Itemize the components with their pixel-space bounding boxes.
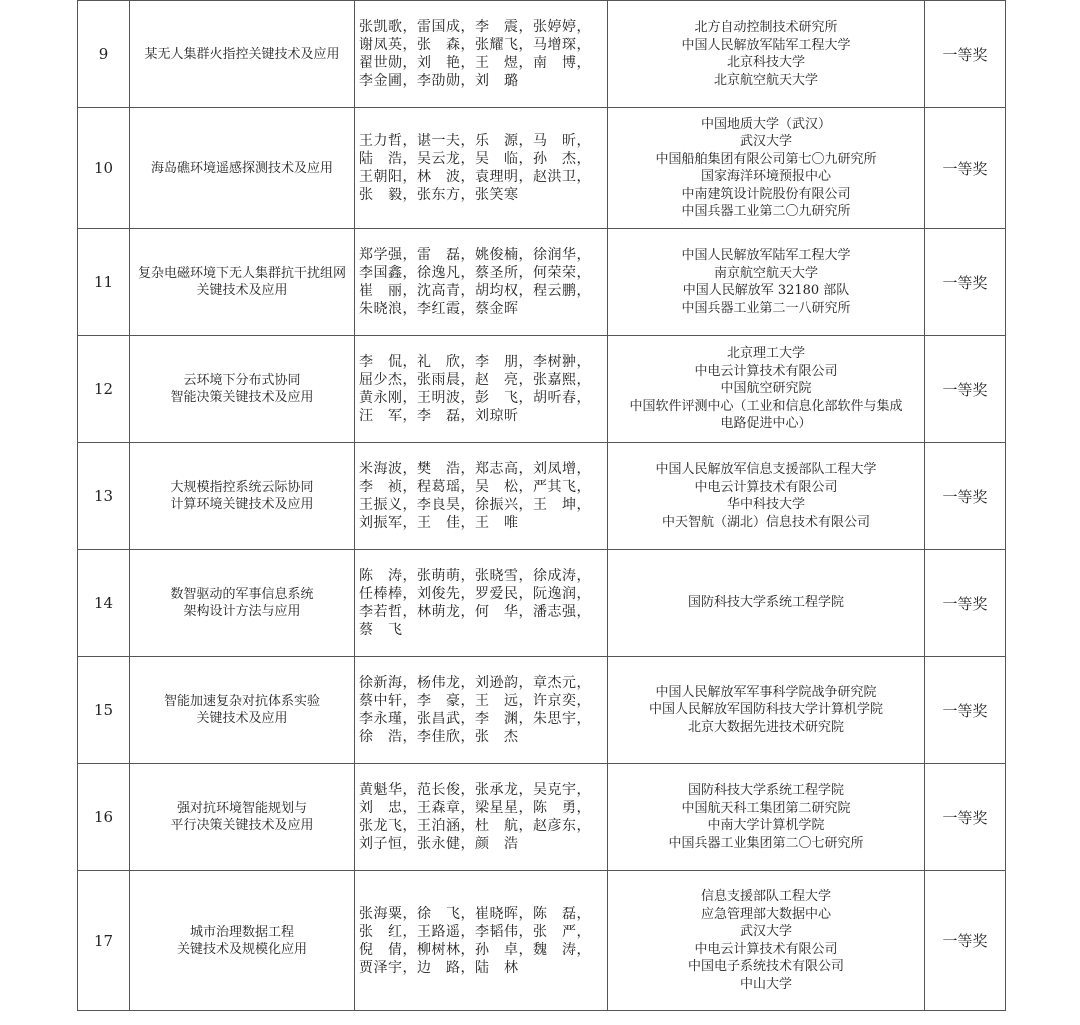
row-number: 12	[78, 336, 130, 443]
project-name-line: 强对抗环境智能规划与	[176, 801, 307, 816]
contributors-line: 张 毅，张东方，张笑寒	[359, 187, 519, 203]
contributors-line: 任棒棒，刘俊先，罗爱民，阮逸润，	[359, 586, 591, 602]
contributors-line: 倪 倩，柳树林，孙 卓，魏 涛，	[359, 941, 591, 958]
organization-line: 中国航空研究院	[720, 381, 812, 397]
contributors-line: 陆 浩，吴云龙，吴 临，孙 杰，	[359, 151, 591, 167]
contributors-line: 贾泽宇，边 路，陆 林	[359, 959, 519, 976]
contributors	[355, 1, 608, 108]
contributors	[355, 657, 608, 764]
organizations	[608, 336, 925, 443]
organization-line: 武汉大学	[739, 924, 792, 939]
contributors	[355, 336, 608, 443]
contributors-line: 李永瑾，张昌武，李 渊，朱思宇，	[359, 711, 591, 727]
table-row	[78, 1, 1006, 108]
row-number: 11	[78, 229, 130, 336]
project-name-line: 数智驱动的军事信息系统	[170, 587, 314, 602]
contributors-line: 徐 浩，李佳欣，张 杰	[359, 729, 519, 745]
contributors-line: 王力哲，谌一夫，乐 源，马 昕，	[359, 133, 591, 149]
contributors-line: 李国鑫，徐逸凡，蔡圣所，何荣荣，	[359, 265, 591, 281]
organizations	[608, 108, 925, 229]
organization-line: 中电云计算技术有限公司	[694, 941, 838, 957]
row-number: 10	[78, 108, 130, 229]
organization-line: 北京大数据先进技术研究院	[687, 719, 844, 735]
contributors-line: 蔡中轩，李 豪，王 远，许京奕，	[359, 693, 591, 709]
project-name-line: 关键技术及规模化应用	[176, 941, 307, 957]
contributors-line: 李 侃，礼 欣，李 朋，李树翀，	[359, 354, 591, 370]
organization-line: 中国软件评测中心（工业和信息化部软件与集成	[629, 398, 903, 414]
organization-line: 中国人民解放军陆军工程大学	[681, 248, 851, 263]
organizations	[608, 657, 925, 764]
row-number: 9	[78, 1, 130, 108]
award-level: 一等奖	[925, 443, 1006, 550]
contributors-line: 刘 忠，王森章，梁星星，陈 勇，	[359, 800, 591, 816]
organization-line: 中国人民解放军军事科学院战争研究院	[655, 684, 877, 700]
project-name-line: 大规模指控系统云际协同	[170, 480, 314, 495]
contributors-line: 刘振军，王 佳，王 唯	[359, 515, 519, 531]
project-name	[130, 443, 355, 550]
awards-table-body	[78, 1, 1006, 1011]
table-row	[78, 229, 1006, 336]
contributors-line: 张龙飞，王泊涵，杜 航，赵彦东，	[359, 818, 591, 834]
table-row	[78, 764, 1006, 871]
organization-line: 北京航空航天大学	[713, 72, 818, 88]
organization-line: 中国人民解放军陆军工程大学	[681, 37, 851, 53]
contributors-line: 李金圃，李劭勋，刘 璐	[359, 73, 519, 89]
organization-line: 华中科技大学	[726, 497, 805, 512]
contributors-line: 李若哲，林萌龙，何 华，潘志强，	[359, 604, 591, 620]
contributors-line: 屈少杰，张雨晨，赵 亮，张嘉熙，	[359, 372, 591, 388]
organization-line: 中南大学计算机学院	[707, 818, 825, 833]
project-name-line: 城市治理数据工程	[189, 924, 294, 940]
contributors-line: 黄魁华，范长俊，张承龙，吴克宇，	[359, 782, 591, 798]
organizations	[608, 443, 925, 550]
organization-line: 中国航天科工集团第二研究院	[681, 800, 851, 816]
organizations	[608, 764, 925, 871]
contributors-line: 谢凤英，张 森，张耀飞，马增琛，	[359, 37, 591, 53]
organization-line: 中国兵器工业第二一八研究所	[681, 300, 851, 316]
organizations	[608, 229, 925, 336]
project-name-line: 平行决策关键技术及应用	[170, 818, 314, 833]
contributors-line: 黄永刚，王明波，彭 飞，胡听春，	[359, 390, 591, 406]
table-row	[78, 443, 1006, 550]
organization-line: 武汉大学	[739, 134, 792, 149]
award-level: 一等奖	[925, 1, 1006, 108]
contributors-line: 刘子恒，张永健，颜 浩	[359, 836, 519, 852]
contributors-line: 王朝阳，林 波，袁理明，赵洪卫，	[359, 169, 591, 185]
contributors-line: 汪 军，李 磊，刘琼昕	[359, 408, 519, 424]
award-level: 一等奖	[925, 336, 1006, 443]
project-name	[130, 550, 355, 657]
organization-line: 中南建筑设计院股份有限公司	[681, 186, 851, 202]
organizations	[608, 1, 925, 108]
contributors	[355, 550, 608, 657]
project-name	[130, 871, 355, 1011]
project-name-line: 复杂电磁环境下无人集群抗干扰组网	[137, 266, 346, 281]
project-name-line: 智能加速复杂对抗体系实验	[163, 694, 320, 709]
contributors-line: 米海波，樊 浩，郑志高，刘凤增，	[359, 461, 591, 477]
contributors-line: 张 红，王路遥，李韬伟，张 严，	[359, 923, 591, 940]
project-name-line: 智能决策关键技术及应用	[170, 390, 314, 405]
project-name-line: 架构设计方法与应用	[183, 604, 301, 619]
organization-line: 北方自动控制技术研究所	[694, 20, 838, 35]
contributors-line: 郑学强，雷 磊，姚俊楠，徐润华，	[359, 247, 591, 263]
project-name-line: 云环境下分布式协同	[183, 373, 301, 388]
organization-line: 国防科技大学系统工程学院	[687, 783, 844, 798]
organization-line: 中国船舶集团有限公司第七〇九研究所	[655, 151, 877, 167]
organization-line: 中电云计算技术有限公司	[694, 479, 838, 495]
contributors-line: 蔡 飞	[359, 622, 403, 638]
awards-table	[77, 0, 1006, 1011]
project-name	[130, 108, 355, 229]
project-name-line: 海岛礁环境遥感探测技术及应用	[150, 160, 333, 176]
organization-line: 中电云计算技术有限公司	[694, 363, 838, 379]
table-row	[78, 336, 1006, 443]
award-level: 一等奖	[925, 108, 1006, 229]
table-row	[78, 871, 1006, 1011]
organization-line: 电路促进中心）	[720, 416, 812, 432]
contributors	[355, 871, 608, 1011]
table-row	[78, 657, 1006, 764]
organization-line: 国防科技大学系统工程学院	[687, 595, 844, 611]
contributors-line: 张海粟，徐 飞，崔晓晖，陈 磊，	[359, 905, 591, 922]
contributors	[355, 108, 608, 229]
project-name-line: 某无人集群火指控关键技术及应用	[144, 46, 340, 62]
contributors-line: 朱晓浪，李红霞，蔡金晖	[359, 301, 519, 317]
organizations	[608, 871, 925, 1011]
organization-line: 中国兵器工业集团第二〇七研究所	[668, 835, 864, 851]
contributors-line: 陈 涛，张萌萌，张晓雪，徐成涛，	[359, 568, 591, 584]
organization-line: 中国兵器工业第二〇九研究所	[681, 204, 851, 219]
row-number: 17	[78, 871, 130, 1011]
organization-line: 应急管理部大数据中心	[700, 906, 831, 922]
organization-line: 中国人民解放军 32180 部队	[682, 283, 850, 298]
organization-line: 南京航空航天大学	[713, 265, 818, 281]
contributors	[355, 764, 608, 871]
organization-line: 北京理工大学	[726, 346, 805, 362]
organizations	[608, 550, 925, 657]
row-number: 14	[78, 550, 130, 657]
organization-line: 中天智航（湖北）信息技术有限公司	[661, 514, 870, 530]
contributors-line: 崔 丽，沈高青，胡均权，程云鹏，	[359, 283, 591, 299]
award-level: 一等奖	[925, 550, 1006, 657]
project-name-line: 关键技术及应用	[196, 283, 288, 298]
contributors-line: 李 祯，程葛瑶，吴 松，严其飞，	[359, 479, 591, 495]
organization-line: 国家海洋环境预报中心	[700, 169, 831, 184]
contributors-line: 徐新海，杨伟龙，刘逊韵，章杰元，	[359, 675, 591, 691]
project-name	[130, 1, 355, 108]
project-name-line: 计算环境关键技术及应用	[170, 497, 314, 512]
organization-line: 中国人民解放军信息支援部队工程大学	[655, 462, 877, 477]
award-level: 一等奖	[925, 657, 1006, 764]
award-level: 一等奖	[925, 764, 1006, 871]
contributors-line: 王振义，李良昊，徐振兴，王 坤，	[359, 497, 591, 513]
project-name-line: 关键技术及应用	[196, 711, 288, 726]
organization-line: 中国电子系统技术有限公司	[687, 959, 844, 974]
row-number: 13	[78, 443, 130, 550]
project-name	[130, 229, 355, 336]
contributors-line: 张凯歌，雷国成，李 震，张婷婷，	[359, 19, 591, 35]
organization-line: 中山大学	[739, 976, 792, 992]
organization-line: 信息支援部队工程大学	[700, 889, 831, 904]
contributors-line: 翟世勋，刘 艳，王 煜，南 博，	[359, 55, 591, 71]
project-name	[130, 657, 355, 764]
organization-line: 北京科技大学	[726, 55, 805, 70]
contributors	[355, 229, 608, 336]
project-name	[130, 764, 355, 871]
project-name	[130, 336, 355, 443]
organization-line: 中国人民解放军国防科技大学计算机学院	[648, 702, 883, 718]
award-level: 一等奖	[925, 229, 1006, 336]
table-row	[78, 108, 1006, 229]
row-number: 16	[78, 764, 130, 871]
contributors	[355, 443, 608, 550]
award-level: 一等奖	[925, 871, 1006, 1011]
table-row	[78, 550, 1006, 657]
organization-line: 中国地质大学（武汉）	[700, 116, 831, 132]
row-number: 15	[78, 657, 130, 764]
